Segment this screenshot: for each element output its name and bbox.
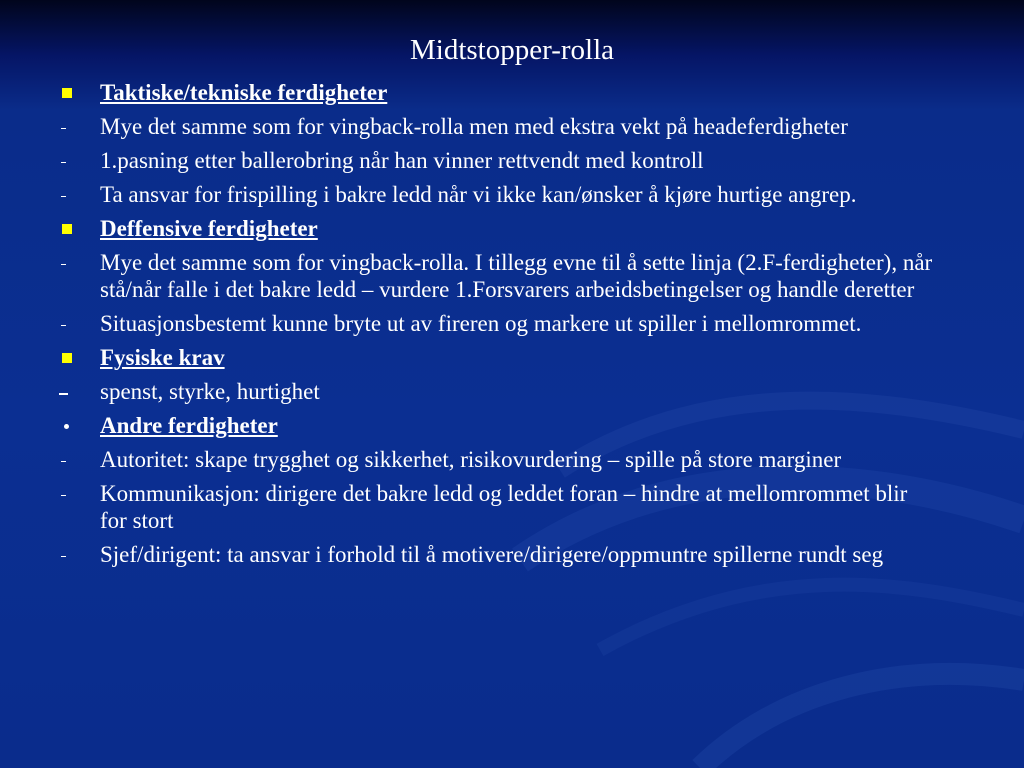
slide-title: Midtstopper-rolla xyxy=(410,34,614,66)
bullet-text: Kommunikasjon: dirigere det bakre ledd og leddet foran – hindre at mellomrommet blir for stort xyxy=(100,481,908,533)
dot-bullet-icon xyxy=(56,412,86,439)
dash-bullet-icon xyxy=(56,181,86,208)
section-heading: Fysiske krav xyxy=(100,345,225,370)
square-bullet-icon xyxy=(56,215,86,242)
dash-bullet-icon xyxy=(56,147,86,174)
bullet-item xyxy=(56,147,936,174)
dash-bullet-icon xyxy=(56,113,86,140)
square-bullet-icon xyxy=(56,344,86,371)
dash-bullet-icon xyxy=(56,249,86,276)
bullet-text: Autoritet: skape trygghet og sikkerhet, risikovurdering – spille på store marginer xyxy=(100,447,842,472)
bullet-text: spenst, styrke, hurtighet xyxy=(100,379,320,404)
dash-bullet-icon xyxy=(56,446,86,473)
section-heading: Taktiske/tekniske ferdigheter xyxy=(100,80,388,105)
bullet-text: Mye det samme som for vingback-rolla men med ekstra vekt på headeferdigheter xyxy=(100,114,848,139)
bullet-text: Situasjonsbestemt kunne bryte ut av fireren og markere ut spiller i mellomrommet. xyxy=(100,311,862,336)
bullet-item xyxy=(56,446,936,473)
bullet-text: Ta ansvar for frispilling i bakre ledd når vi ikke kan/ønsker å kjøre hurtige angrep. xyxy=(100,182,857,207)
bullet-item xyxy=(56,412,936,439)
bullet-item xyxy=(56,310,936,337)
bullet-item xyxy=(56,181,936,208)
bullet-text: 1.pasning etter ballerobring når han vinner rettvendt med kontroll xyxy=(100,148,704,173)
bullet-text: Mye det samme som for vingback-rolla. I tillegg evne til å sette linja (2.F-ferdigheter), når stå/når falle i det bakre ledd – vurdere 1.Forsvarers arbeidsbetingelser og handle deretter xyxy=(100,250,933,302)
bullet-item xyxy=(56,79,936,106)
bullet-list xyxy=(56,79,936,575)
section-heading: Deffensive ferdigheter xyxy=(100,216,318,241)
dash-bullet-icon xyxy=(56,480,86,507)
bullet-item xyxy=(56,249,936,303)
section-heading: Andre ferdigheter xyxy=(100,413,278,438)
bullet-text: Sjef/dirigent: ta ansvar i forhold til å motivere/dirigere/oppmuntre spillerne rundt seg xyxy=(100,542,884,567)
bullet-item xyxy=(56,480,936,534)
bullet-item xyxy=(56,541,936,568)
bullet-item xyxy=(56,344,936,371)
dash-bullet-icon xyxy=(56,541,86,568)
dash-bullet-icon xyxy=(56,310,86,337)
hyphen-bullet-icon xyxy=(56,378,86,405)
bullet-item xyxy=(56,215,936,242)
bullet-item xyxy=(56,378,936,405)
square-bullet-icon xyxy=(56,79,86,106)
bullet-item xyxy=(56,113,936,140)
